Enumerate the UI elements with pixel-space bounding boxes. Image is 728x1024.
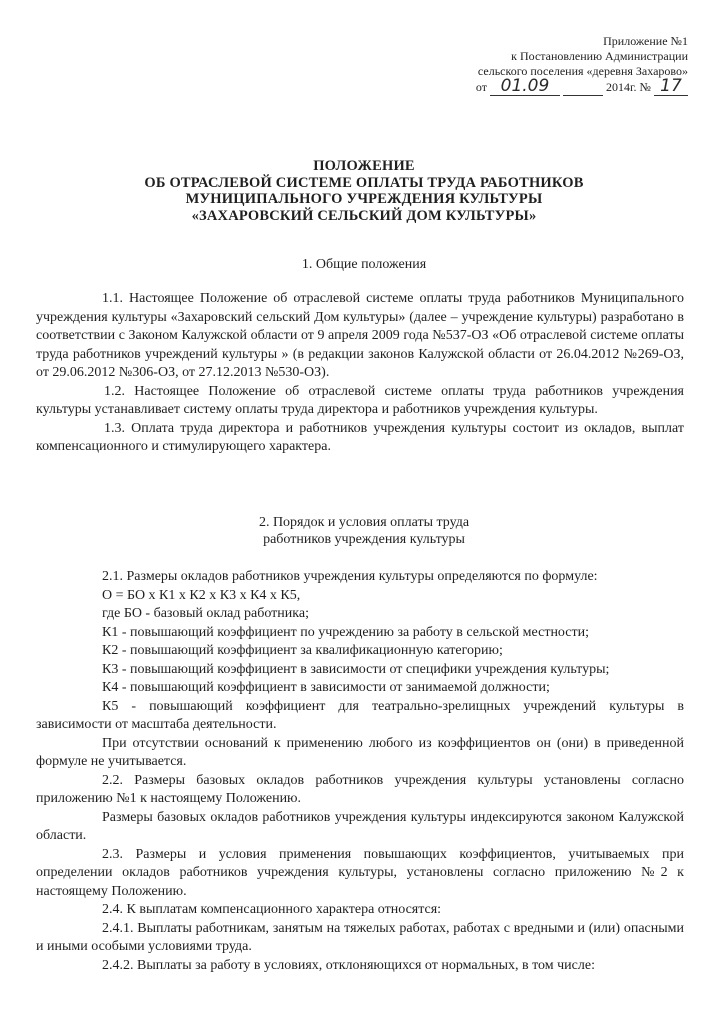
section-2-heading bbox=[0, 514, 728, 548]
approval-date-prefix: от bbox=[475, 80, 487, 94]
definition-k5: К5 - повышающий коэффициент для театрально-зрелищных учреждений культуры в зависимости от масштаба деятельности. bbox=[36, 698, 684, 732]
section-2-heading-line-2: работников учреждения культуры bbox=[263, 532, 465, 547]
approval-stamp bbox=[358, 34, 688, 96]
section-2-heading-line-1: 2. Порядок и условия оплаты труда bbox=[258, 515, 470, 530]
title-line-2: ОБ ОТРАСЛЕВОЙ СИСТЕМЕ ОПЛАТЫ ТРУДА РАБОТНИКОВ bbox=[144, 174, 584, 191]
definition-k3: К3 - повышающий коэффициент в зависимости от специфики учреждения культуры; bbox=[102, 661, 610, 677]
approval-line-2: к Постановлению Администрации bbox=[511, 49, 688, 63]
paragraph-2-2-indexation: Размеры базовых окладов работников учреждения культуры индексируются законом Калужской области. bbox=[36, 809, 684, 843]
document-title bbox=[0, 158, 728, 224]
definition-k2: К2 - повышающий коэффициент за квалификационную категорию; bbox=[102, 643, 503, 658]
paragraph-coefficients-absent: При отсутствии оснований к применению любого из коэффициентов он (они) в приведенной формуле не учитывается. bbox=[36, 735, 684, 769]
paragraph-2-3: 2.3. Размеры и условия применения повышающих коэффициентов, учитываемых при определении окладов работников учреждения культуры, установлены согласно приложению №2 к настоящему Положению. bbox=[36, 846, 684, 899]
paragraph-2-4: 2.4. К выплатам компенсационного характера относятся: bbox=[102, 902, 442, 917]
approval-line-3: сельского поселения «деревня Захарово» bbox=[477, 64, 688, 78]
approval-date-handwritten: 01.09 bbox=[500, 76, 550, 96]
section-2-body bbox=[36, 568, 684, 975]
approval-date-line bbox=[358, 76, 688, 96]
paragraph-1-1: 1.1. Настоящее Положение об отраслевой системе оплаты труда работников Муниципального учреждения культуры «Захаровский сельский Дом культуры» (далее – учреждение культуры) разработано в соответствии с Законом Калужской области от 9 апреля 2009 года №537-ОЗ «Об отраслевой системе оплаты труда работников учреждений культуры » (в редакции законов Калужской области от 26.04.2012 №269-ОЗ, от 29.06.2012 №306-ОЗ, от 27.12.2013 №530-ОЗ). bbox=[36, 291, 684, 380]
definition-k4: К4 - повышающий коэффициент в зависимости от занимаемой должности; bbox=[102, 680, 550, 695]
paragraph-2-4-1: 2.4.1. Выплаты работникам, занятым на тяжелых работах, работах с вредными и (или) опасными и иными особыми условиями труда. bbox=[36, 920, 684, 954]
paragraph-1-3: 1.3. Оплата труда директора и работников учреждения культуры состоит из окладов, выплат компенсационного и стимулирующего характера. bbox=[36, 420, 684, 454]
approval-number-handwritten: 17 bbox=[660, 76, 682, 96]
paragraph-2-2: 2.2. Размеры базовых окладов работников учреждения культуры установлены согласно приложению №1 к настоящему Положению. bbox=[36, 772, 684, 806]
paragraph-1-2: 1.2. Настоящее Положение об отраслевой системе оплаты труда работников учреждения культуры устанавливает систему оплаты труда директора и работников учреждения культуры. bbox=[36, 383, 684, 417]
title-line-3: МУНИЦИПАЛЬНОГО УЧРЕЖДЕНИЯ КУЛЬТУРЫ bbox=[185, 191, 543, 207]
section-1-body bbox=[36, 290, 684, 457]
approval-year-text: 2014г. № bbox=[605, 80, 651, 94]
title-line-4: «ЗАХАРОВСКИЙ СЕЛЬСКИЙ ДОМ КУЛЬТУРЫ» bbox=[191, 207, 537, 224]
approval-line-1: Приложение №1 bbox=[603, 34, 688, 48]
definition-bo: где БО - базовый оклад работника; bbox=[102, 606, 309, 621]
section-1-heading: 1. Общие положения bbox=[301, 257, 427, 272]
title-line-1: ПОЛОЖЕНИЕ bbox=[313, 158, 415, 174]
formula: О = БО х К1 х К2 х К3 х К4 х К5, bbox=[102, 587, 301, 603]
paragraph-2-4-2: 2.4.2. Выплаты за работу в условиях, отклоняющихся от нормальных, в том числе: bbox=[102, 957, 595, 973]
definition-k1: К1 - повышающий коэффициент по учреждению за работу в сельской местности; bbox=[102, 624, 589, 640]
paragraph-2-1: 2.1. Размеры окладов работников учреждения культуры определяются по формуле: bbox=[102, 569, 598, 584]
